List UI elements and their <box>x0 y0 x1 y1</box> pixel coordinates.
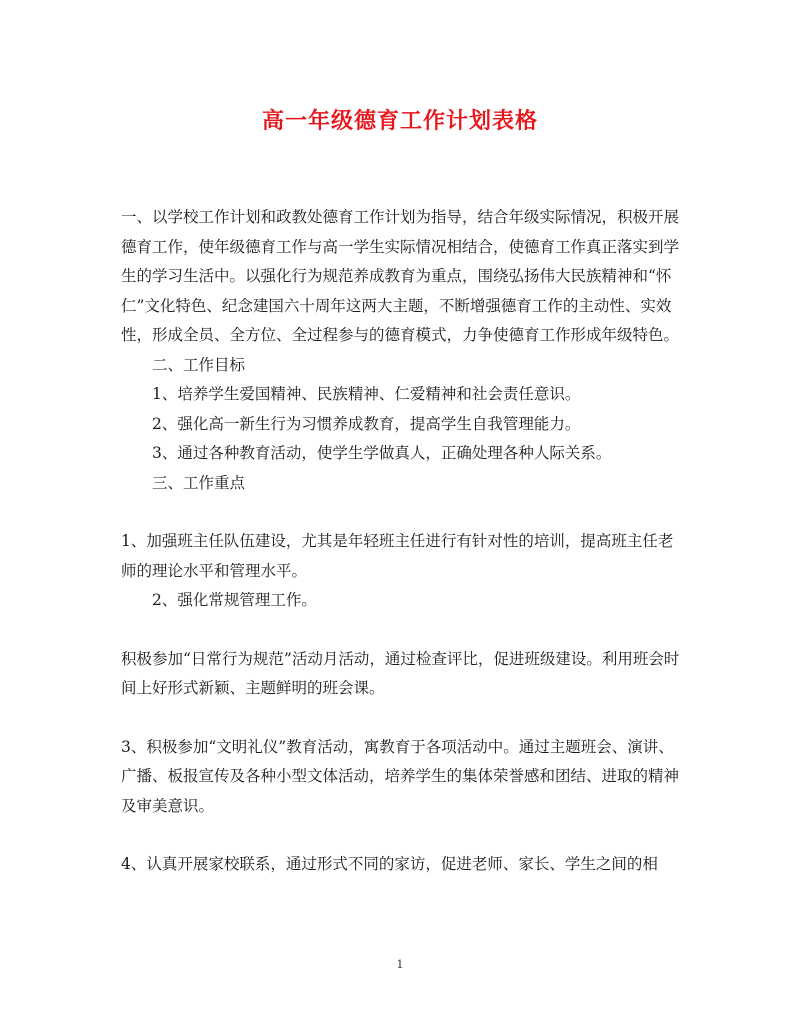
paragraph-daily-norms: 积极参加“日常行为规范”活动月活动，通过检查评比，促进班级建设。利用班会时间上好形式新颖、主题鲜明的班会课。 <box>121 649 680 697</box>
document-title: 高一年级德育工作计划表格 <box>261 108 538 134</box>
paragraph-intro: 一、以学校工作计划和政教处德育工作计划为指导，结合年级实际情况，积极开展德育工作，使年级德育工作与高一学生实际情况相结合，使德育工作真正落实到学生的学习生活中。以强化行为规范养成教育为重点，围绕弘扬伟大民族精神和“怀仁”文化特色、纪念建国六十周年这两大主题，不断增强德育工作的主动性、实效性，形成全员、全方位、全过程参与的德育模式，力争使德育工作形成年级特色。 <box>121 208 680 344</box>
document-body <box>121 203 681 880</box>
heading-work-focus: 三、工作重点 <box>152 473 246 492</box>
goal-item-2: 2、强化高一新生行为习惯养成教育，提高学生自我管理能力。 <box>152 414 581 433</box>
focus-item-3: 3、积极参加“文明礼仪”教育活动，寓教育于各项活动中。通过主题班会、演讲、广播、板报宣传及各种小型文体活动，培养学生的集体荣誉感和团结、进取的精神及审美意识。 <box>121 737 680 815</box>
goal-item-3: 3、通过各种教育活动，使学生学做真人，正确处理各种人际关系。 <box>152 444 612 462</box>
heading-work-goals: 二、工作目标 <box>152 355 246 374</box>
focus-item-4: 4、认真开展家校联系，通过形式不同的家访，促进老师、家长、学生之间的相 <box>121 855 658 873</box>
goal-item-1: 1、培养学生爱国精神、民族精神、仁爱精神和社会责任意识。 <box>152 385 581 403</box>
page-number: 1 <box>396 958 404 971</box>
focus-item-1: 1、加强班主任队伍建设，尤其是年轻班主任进行有针对性的培训，提高班主任老师的理论水平和管理水平。 <box>121 532 674 580</box>
focus-item-2: 2、强化常规管理工作。 <box>152 591 317 609</box>
